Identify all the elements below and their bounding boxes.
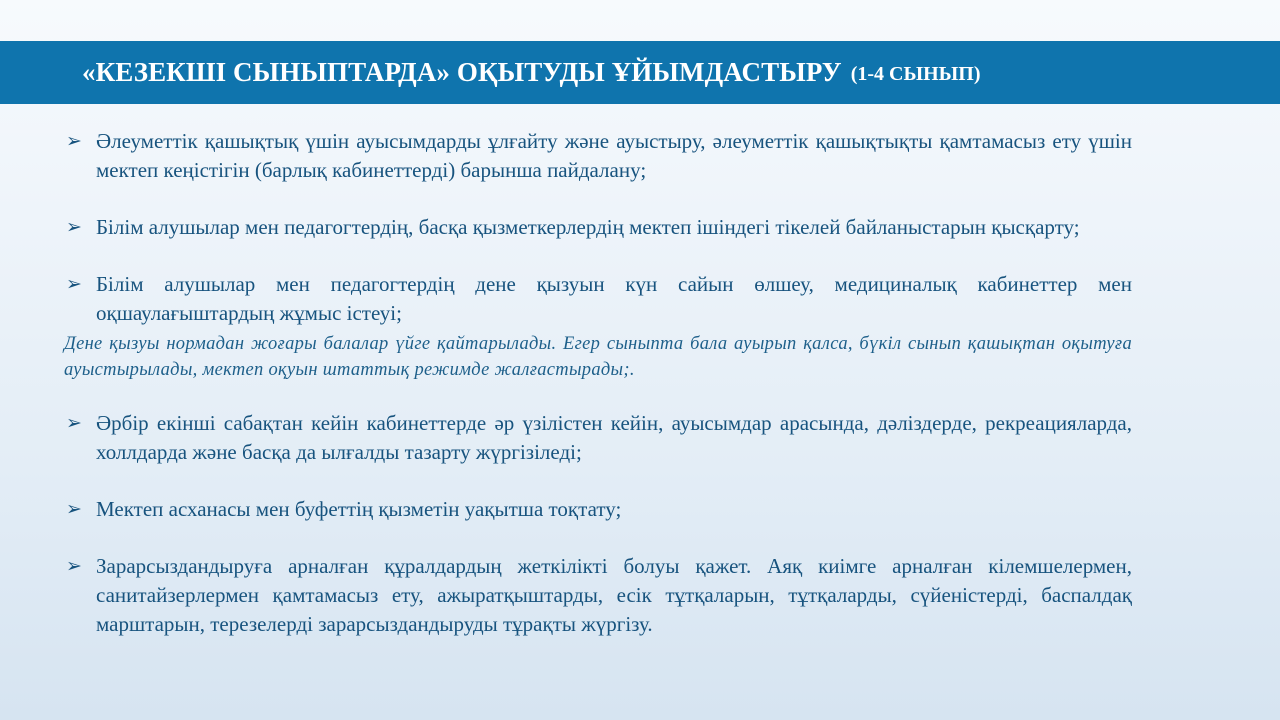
bullet-item [64,270,1132,328]
arrow-bullet-icon: ➢ [66,499,82,520]
bullet-text: Әрбір екінші сабақтан кейін кабинеттерде әр үзілістен кейін, ауысымдар арасында, дәліздерде, рекреацияларда, холлдарда және басқа да ылғалды тазарту жүргізіледі; [96,411,1132,464]
bullet-text: Әлеуметтік қашықтық үшін ауысымдарды ұлғайту және ауыстыру, әлеуметтік қашықтықты қамтамасыз ету үшін мектеп кеңістігін (барлық кабинеттерді) барынша пайдалану; [96,129,1132,182]
arrow-bullet-icon: ➢ [66,413,82,434]
bullet-item [64,127,1132,185]
bullet-text: Мектеп асханасы мен буфеттің қызметін уақытша тоқтату; [96,497,622,521]
title-bar [0,41,1280,104]
arrow-bullet-icon: ➢ [66,217,82,238]
bullet-text: Білім алушылар мен педагогтердің, басқа қызметкерлердің мектеп ішіндегі тікелей байланыстарын қысқарту; [96,215,1080,239]
slide-title-suffix: (1-4 СЫНЫП) [850,63,981,85]
italic-note: Дене қызуы нормадан жоғары балалар үйге қайтарылады. Егер сыныпта бала ауырып қалса, бүкіл сынып қашықтан оқытуға ауыстырылады, мектеп оқуын штаттық режимде жалғастырады;. [64,334,1132,380]
arrow-bullet-icon: ➢ [66,556,82,577]
bullet-item [64,552,1132,639]
bullet-text: Білім алушылар мен педагогтердің дене қызуын күн сайын өлшеу, медициналық кабинеттер мен оқшаулағыштардың жұмыс істеуі; [96,272,1132,325]
arrow-bullet-icon: ➢ [66,274,82,295]
bullet-item [64,213,1132,242]
bullet-item [64,409,1132,467]
arrow-bullet-icon: ➢ [66,131,82,152]
bullet-text: Зарарсыздандыруға арналған құралдардың жеткілікті болуы қажет. Аяқ киімге арналған кілемшелермен, санитайзерлермен қамтамасыз ету, ажыратқыштарды, есік тұтқаларын, тұтқаларды, сүйеністерді, баспалдақ марштарын, терезелерді зарарсыздандыруды тұрақты жүргізу. [96,554,1132,636]
slide-content [64,127,1132,667]
slide-title: «КЕЗЕКШІ СЫНЫПТАРДА» ОҚЫТУДЫ ҰЙЫМДАСТЫРУ [82,57,842,87]
bullet-item [64,495,1132,524]
